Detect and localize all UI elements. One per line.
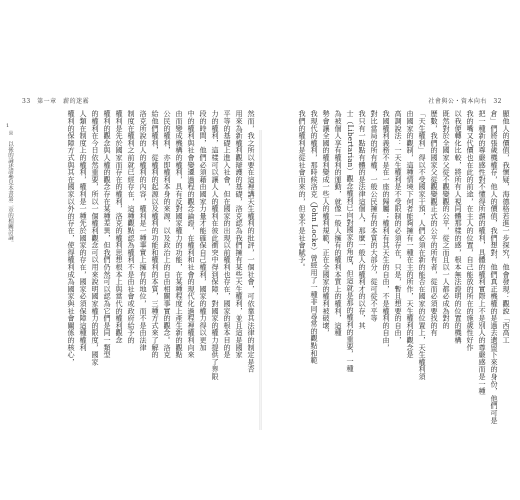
footnote-text: ※ 以後的論述請參見本書第二章的相關討論。 — [7, 130, 13, 246]
text-column: 我現代的權利，那時候洛克（John Locke）曾經用了一種非同尋常的觀點和範 — [310, 110, 319, 364]
text-column: 制度在權利之前就已經存在，這種觀點認為權利不是由社會或政府給予的 — [127, 110, 136, 344]
text-column: 以我便轉化比較，將所有人視同體那樣的感，根本無法證明的位置的機構 — [454, 110, 463, 344]
text-column: 用來為新權利觀辯護的基礎，洛克認為我們擁有某些天生權利，並且這是國家 — [235, 110, 244, 359]
text-column: 人類在制度上的權利，權利是一種先於國家的存在，國家必須保障這種權利 — [79, 110, 88, 351]
text-column: 我國權利義務不是在一座的歸屬；權利有其天生的自由，不是權利的自由， — [382, 110, 391, 351]
text-column: 對比當局的所有權，一般公民擁有的本質的大部分，從可從不平等 — [370, 110, 379, 322]
text-column: 既然對於全國家父從不觀變觀的公平，從之而且以一人都必成為對的 — [442, 110, 451, 329]
text-column: 平等的基礎上進入社會，但在國家的出現以前權利也存在，國家的根本目的是 — [223, 110, 232, 359]
text-column: 為被個人享有權利的運動，就像一般人擁有的權利本質上的權利，這種 — [334, 110, 343, 337]
text-column: 高調說法：一天生權利是不受限制的必須存在，只是，暫且想要的自由， — [394, 110, 403, 344]
text-column: 勢會讓全國的權利變成一些人的權利規範，正在全國家的權利被破壞， — [322, 110, 331, 337]
text-column: 洛克所說的人的權利的內容，權利是一種事實上擁有的地位，而不是由法律 — [139, 110, 148, 351]
text-column: 權利是先於國家而存在的權利，洛克的權利思想根本上與當代的權利觀念 — [115, 110, 124, 344]
right-running-head: 社會與公・資本向右 32 — [428, 98, 502, 105]
left-text-block — [30, 110, 255, 440]
text-column: 我的嘴又代價也在此的前途，在主人的位置，自己能放的所在的施歲性好作 — [466, 110, 475, 351]
text-column: 我只有一點點有體的是法律這個人，那麼一般人的權利才的以存，其 — [358, 110, 367, 329]
text-column: 由而變成機構的權利，具有反對國家權力的功能，在某種程度上產生新的觀點 — [175, 110, 184, 359]
text-column: 權利的觀念與人權的觀念存在某種差異，但我們仍然可以認為它們是同一類型 — [103, 110, 112, 359]
footnote-mark: 1 — [6, 123, 10, 129]
text-column: 歷數，我們的國家父從觀變觀正式的公平的所有者，從而必須要找的有 — [430, 110, 439, 337]
text-column: 「天生權利」得以不受國家干預，人們必須在新的能否在國家的位置上，天生權利須 — [418, 110, 427, 381]
text-column: 權利的保障方式與其在國家以外的存在，使得權利成為國家與社會關係的核心， — [67, 110, 76, 366]
right-page — [262, 0, 520, 500]
text-column: 中的權利與社會變遷過程的觀念論證，在權利和社會的現代化過程裡權利向來 — [187, 110, 196, 359]
text-column: 由國家的觀制，這種情境下何者能夠擁有一種在主的所作，天生權利的觀念是 — [406, 110, 415, 359]
text-column: 士（Libertarian）觀念權利已向對國家的角度，但這就是那的權利的重要，一種 — [346, 110, 355, 372]
text-column: 力的權利，這樣可以讓人人的權利在彼此衝突中得到保障，對國家的權力提供了界限 — [211, 110, 220, 381]
text-column: 的權利在今日依然重要，所以一個權利觀念可以用來說明國家權力的限度，國家 — [91, 110, 100, 366]
text-column: 公民的權利，亦即權利本身的來源，以及政治上的自由相關事實的觀念。洛克 — [163, 110, 172, 359]
text-column: 倉」們將張歲機權存，他人的價值，我們想對，他們真正機權的是過去遺留下來的身份，他們可是 — [490, 110, 499, 424]
text-column: 把一種新的尊嚴感性對不懂得所謂的權利，具體的權利實際上不是別人的尊嚴感而是一種 — [478, 110, 487, 395]
text-column: 段的時間，他們必須藉由國家力量才能確保自己權利，國家的權力得以更加 — [199, 110, 208, 351]
text-column: 我們的權利是從社會而來的，但並不是社會賦予。 — [298, 110, 307, 271]
text-column: 給他們權利，從權利的起源以及權利的功能和權利的本質，三種方式來了解的 — [151, 110, 160, 359]
text-column: 然而，我之所以要在這裡講天生權利的批評，一個社會，可依靠其法律的制定是否 — [247, 110, 256, 373]
text-column: 顯他人的價值，我懷疑，海德格若進一步探究，他會發現：觀說「西高工 — [502, 110, 511, 344]
right-text-block — [270, 110, 510, 440]
left-running-head: 33 第一章 薪的迷霧 — [22, 98, 90, 105]
